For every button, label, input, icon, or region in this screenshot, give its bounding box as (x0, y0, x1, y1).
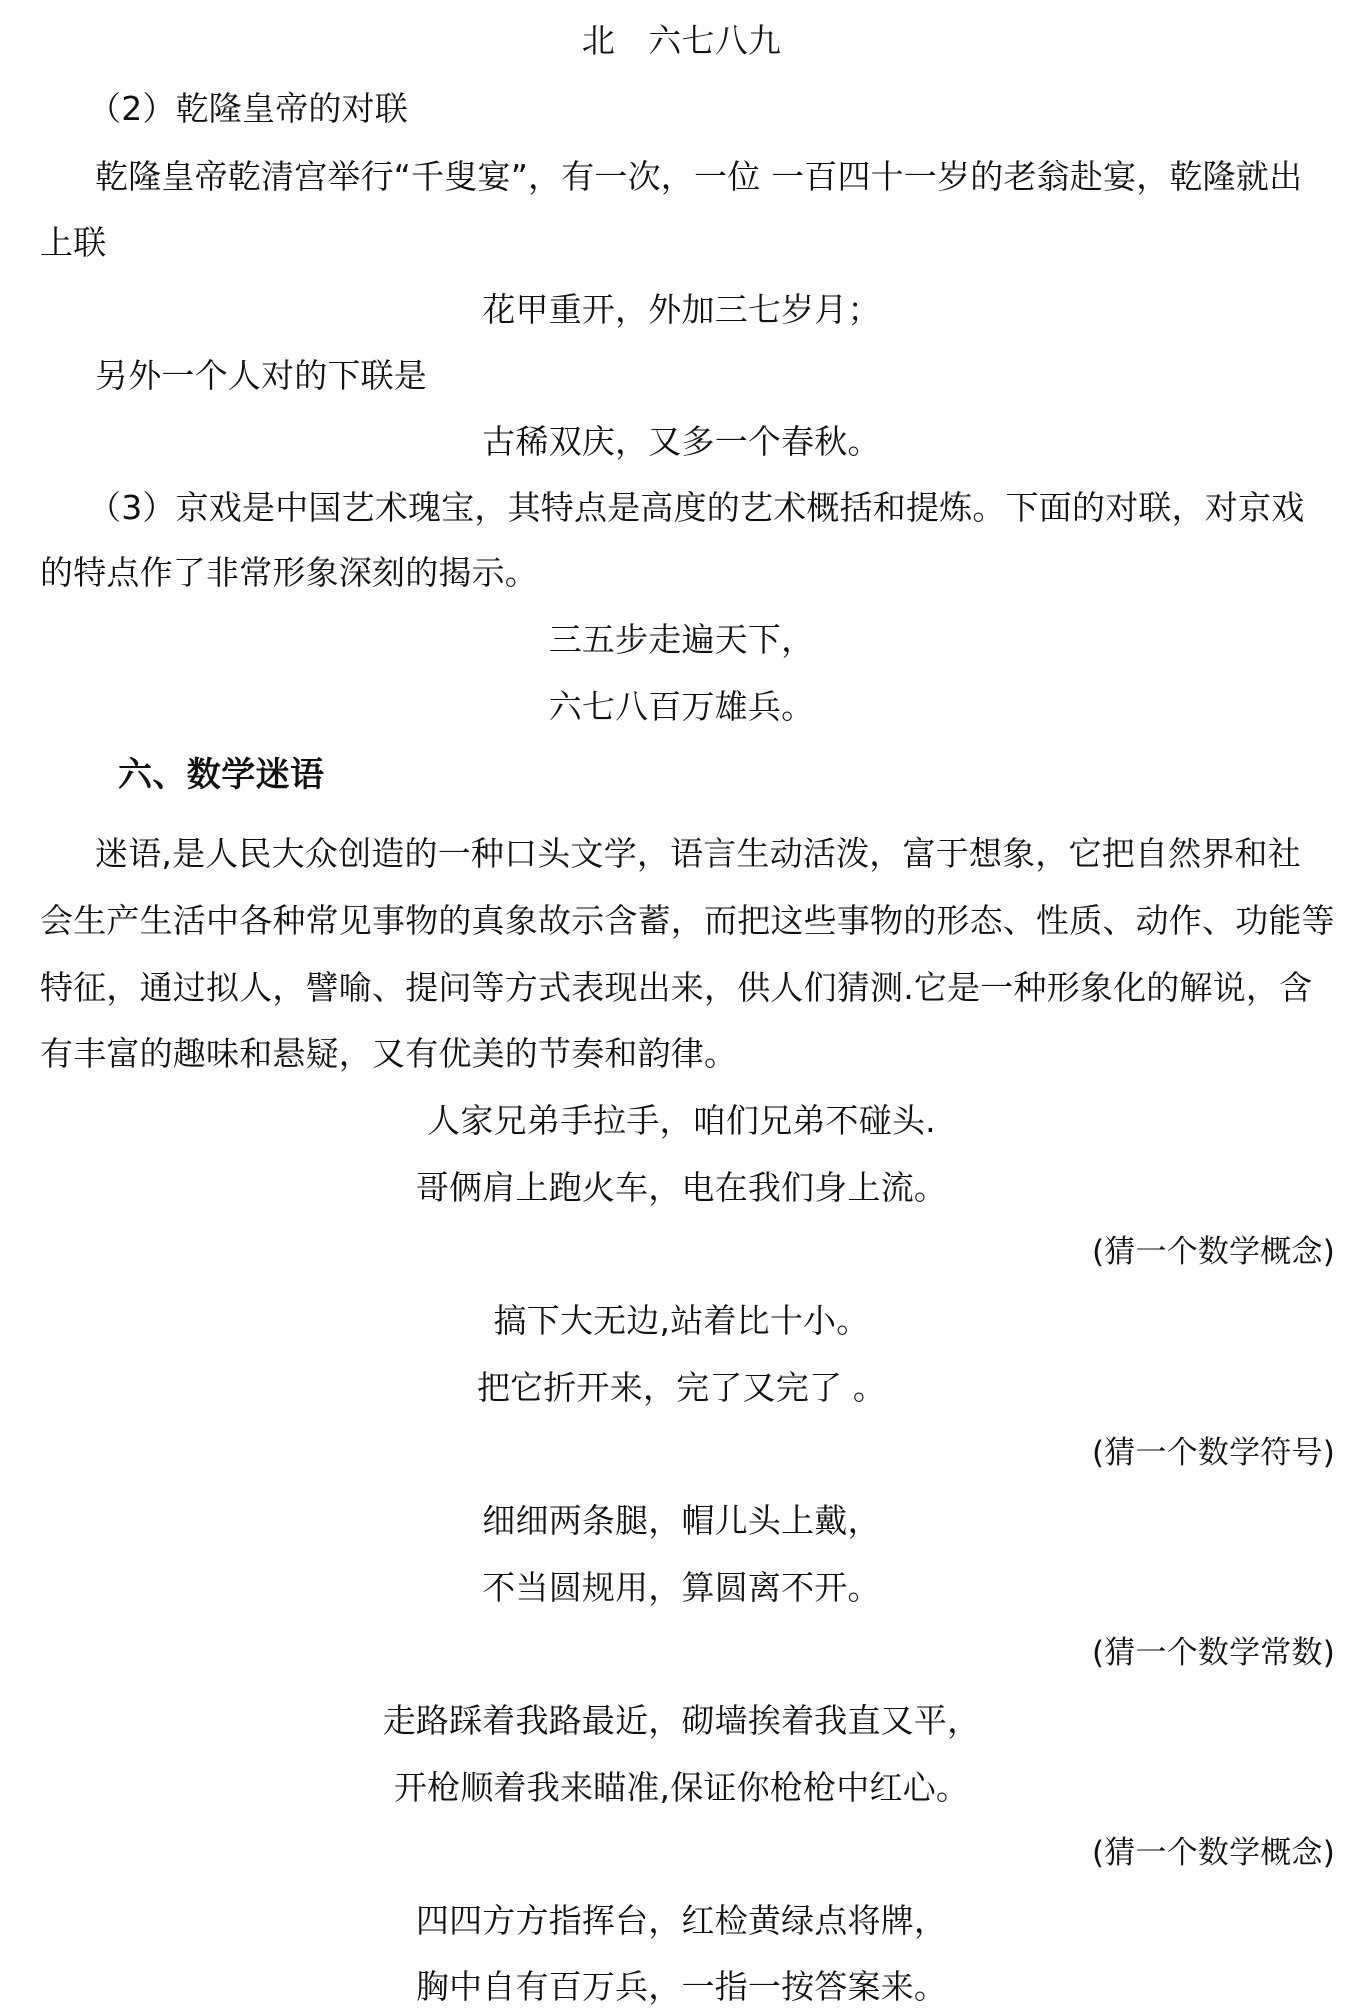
riddle-2-line-1: 搞下大无边,站着比十小。 (493, 1301, 870, 1340)
riddle-2-line-2: 把它折开来，完了又完了 。 (476, 1368, 887, 1407)
section-2-heading: （2）乾隆皇帝的对联 (88, 89, 408, 128)
riddle-1-line-2: 哥俩肩上跑火车，电在我们身上流。 (415, 1168, 948, 1207)
riddle-4-hint: (猜一个数学概念) (1092, 1835, 1335, 1871)
riddle-5-line-1: 四四方方指挥台，红检黄绿点将牌， (415, 1901, 948, 1940)
section-2-intro-line-1: 乾隆皇帝乾清宫举行“千叟宴”，有一次，一位 一百四十一岁的老翁赴宴，乾隆就出 (95, 157, 1303, 196)
section-6-paragraph-line-1: 迷语,是人民大众创造的一种口头文学，语言生动活泼，富于想象，它把自然界和社 (95, 834, 1301, 873)
top-line: 北 六七八九 (581, 21, 782, 60)
section-3-couplet-line-2: 六七八百万雄兵。 (548, 687, 815, 726)
section-3-intro-line-1: （3）京戏是中国艺术瑰宝，其特点是高度的艺术概括和提炼。下面的对联，对京戏 (88, 488, 1305, 527)
riddle-1-hint: (猜一个数学概念) (1092, 1234, 1335, 1270)
section-6-paragraph-line-3: 特征，通过拟人，譬喻、提问等方式表现出来，供人们猜测.它是一种形象化的解说，含 (40, 968, 1313, 1007)
riddle-1-line-1: 人家兄弟手拉手，咱们兄弟不碰头. (427, 1101, 936, 1140)
section-2-intro-line-2: 上联 (40, 223, 107, 262)
riddle-5-line-2: 胸中自有百万兵，一指一按答案来。 (415, 1967, 948, 2006)
section-2-lower-intro: 另外一个人对的下联是 (95, 356, 427, 395)
riddle-3-line-1: 细细两条腿，帽儿头上戴， (482, 1501, 881, 1540)
riddle-4-line-2: 开枪顺着我来瞄准,保证你枪枪中红心。 (393, 1768, 970, 1807)
section-6-heading: 六、数学迷语 (118, 755, 325, 795)
section-2-upper-couplet: 花甲重开，外加三七岁月； (482, 290, 881, 329)
section-2-lower-couplet: 古稀双庆，又多一个春秋。 (482, 422, 881, 461)
riddle-3-hint: (猜一个数学常数) (1092, 1635, 1335, 1671)
section-3-intro-line-2: 的特点作了非常形象深刻的揭示。 (40, 553, 538, 592)
section-6-paragraph-line-2: 会生产生活中各种常见事物的真象故示含蓄，而把这些事物的形态、性质、动作、功能等 (40, 901, 1335, 940)
section-3-couplet-line-1: 三五步走遍天下， (548, 620, 815, 659)
riddle-4-line-1: 走路踩着我路最近，砌墙挨着我直又平， (382, 1701, 981, 1740)
section-6-paragraph-line-4: 有丰富的趣味和悬疑，又有优美的节奏和韵律。 (40, 1034, 738, 1073)
riddle-2-hint: (猜一个数学符号) (1092, 1435, 1335, 1471)
riddle-3-line-2: 不当圆规用，算圆离不开。 (482, 1568, 881, 1607)
